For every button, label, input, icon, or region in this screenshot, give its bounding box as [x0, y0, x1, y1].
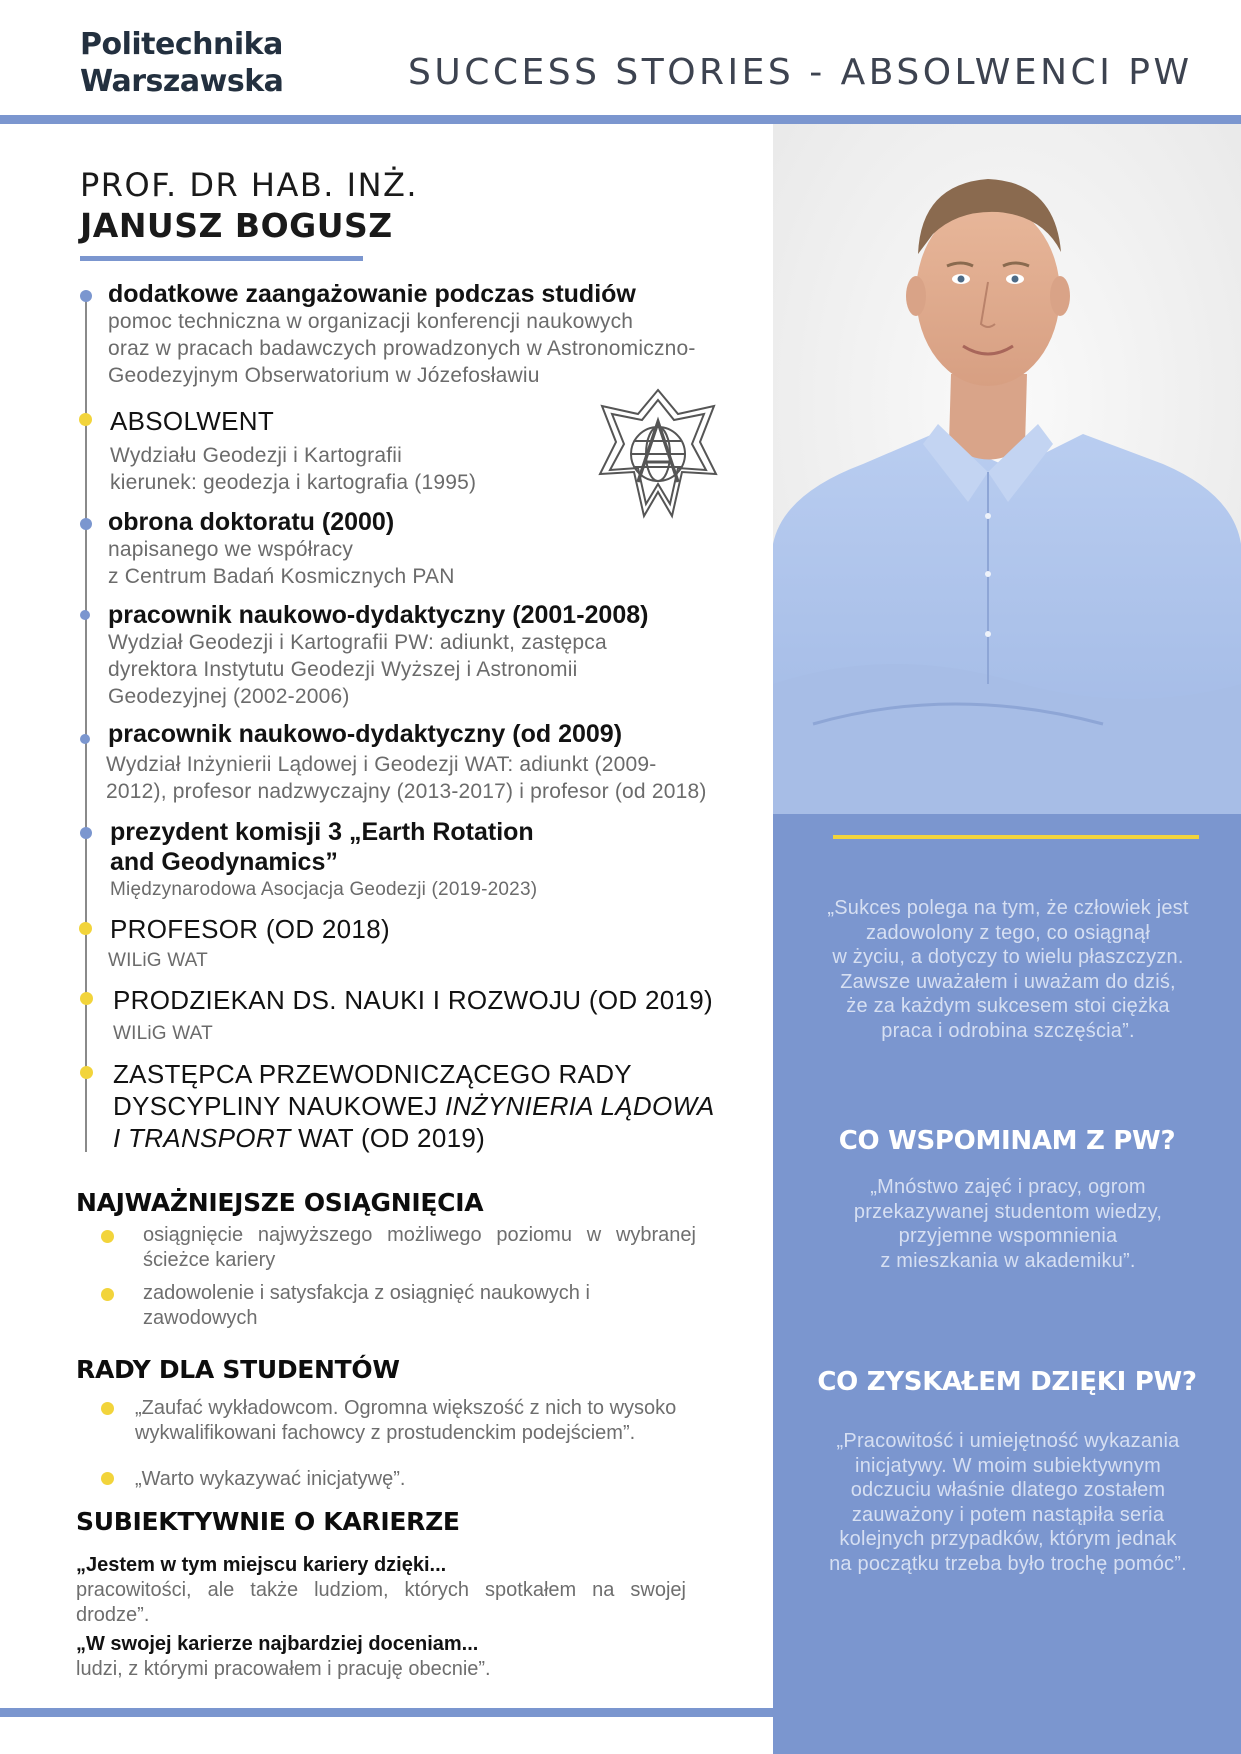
title-part: DYSCYPLINY NAUKOWEJ	[113, 1091, 446, 1121]
person-academic-title: PROF. DR HAB. INŻ.	[80, 166, 419, 204]
quote-line: inicjatywy. W moim subiektywnym	[855, 1454, 1161, 1477]
timeline-dot	[80, 610, 90, 620]
timeline-dot	[80, 518, 92, 530]
timeline-entry-desc	[110, 876, 750, 903]
accent-rule	[833, 835, 1199, 839]
quote-line: Zawsze uważałem i uważam do dziś,	[840, 970, 1176, 993]
bullet-dot	[101, 1230, 114, 1243]
university-logo	[80, 26, 300, 100]
portrait-photo	[773, 124, 1241, 814]
advice-item: „Warto wykazywać inicjatywę”.	[135, 1468, 406, 1490]
desc-line: Wydział Geodezji i Kartografii PW: adiunkt, zastępca	[108, 631, 607, 654]
quote-line: zauważony i potem nastąpiła seria	[851, 1503, 1165, 1526]
page-title: SUCCESS STORIES - ABSOLWENCI PW	[408, 52, 1193, 93]
quote-line: zadowolony z tego, co osiągnął	[866, 921, 1150, 944]
logo-line-2: Warszawska	[80, 64, 284, 99]
quote-line: praca i odrobina szczęścia”.	[881, 1019, 1135, 1042]
timeline-entry	[108, 279, 748, 389]
timeline-line	[85, 300, 87, 1152]
timeline-entry-title: obrona doktoratu (2000)	[108, 508, 395, 536]
portrait-illustration	[773, 124, 1241, 814]
desc-line: Wydziału Geodezji i Kartografii	[110, 444, 402, 467]
achievement-item: zadowolenie i satysfakcja z osiągnięć naukowych i zawodowych	[143, 1282, 590, 1329]
timeline-dot	[79, 922, 92, 935]
timeline-dot	[80, 734, 90, 744]
timeline-entry-title: pracownik naukowo-dydaktyczny (od 2009)	[108, 720, 623, 748]
desc-line: Międzynarodowa Asocjacja Geodezji (2019-2023)	[110, 879, 538, 900]
career-question: „Jestem w tym miejscu kariery dzięki...	[76, 1554, 447, 1576]
desc-line: dyrektora Instytutu Geodezji Wyższej i Astronomii	[108, 658, 578, 681]
timeline-entry-title	[113, 1122, 753, 1154]
timeline-entry-desc	[108, 308, 748, 389]
title-part-italic: INŻYNIERIA LĄDOWA	[445, 1091, 715, 1121]
desc-line: Wydział Inżynierii Lądowej i Geodezji WAT: adiunkt (2009-	[106, 753, 657, 776]
bullet-dot	[101, 1472, 114, 1485]
memories-heading: CO WSPOMINAM Z PW?	[838, 1126, 1176, 1156]
career-answer: pracowitości, ale także ludziom, których spotkałem na swojej drodze”.	[76, 1579, 686, 1626]
desc-line: 2012), profesor nadzwyczajny (2013-2017) i profesor (od 2018)	[106, 780, 707, 803]
bullet-dot	[101, 1402, 114, 1415]
timeline-entry	[113, 1058, 753, 1154]
timeline-entry-title: PRODZIEKAN DS. NAUKI I ROZWOJU (OD 2019)	[113, 985, 713, 1015]
quote-line: przyjemne wspomnienia	[898, 1225, 1118, 1247]
quote-line: kolejnych przypadków, którym jednak	[839, 1528, 1177, 1550]
desc-line: pomoc techniczna w organizacji konferencji naukowych	[108, 310, 634, 333]
quote-line: że za każdym sukcesem stoi ciężka	[846, 995, 1170, 1017]
desc-line: WILiG WAT	[108, 950, 208, 971]
desc-line: kierunek: geodezja i kartografia (1995)	[110, 471, 477, 494]
achievement-item: osiągnięcie najwyższego możliwego poziomu w wybranej ścieżce kariery	[143, 1224, 696, 1271]
timeline-entry-desc	[113, 1020, 753, 1047]
success-quote	[813, 896, 1203, 1043]
logo-line-1: Politechnika	[80, 27, 283, 62]
desc-line: WILiG WAT	[113, 1023, 213, 1044]
quote-line: „Sukces polega na tym, że człowiek jest	[827, 897, 1189, 919]
quote-line: na początku trzeba było trochę pomóc”.	[829, 1552, 1187, 1575]
timeline-entry-title: ZASTĘPCA PRZEWODNICZĄCEGO RADY	[113, 1059, 632, 1089]
timeline-entry	[108, 719, 748, 805]
quote-line: odczuciu właśnie dlatego zostałem	[850, 1479, 1166, 1501]
achievements-heading: NAJWAŻNIEJSZE OSIĄGNIĘCIA	[76, 1188, 484, 1217]
timeline-dot	[80, 992, 93, 1005]
title-part: WAT (OD 2019)	[290, 1123, 486, 1153]
career-answer: ludzi, z którymi pracowałem i pracuję obecnie”.	[76, 1658, 491, 1680]
person-name-block	[80, 165, 418, 247]
quote-line: „Pracowitość i umiejętność wykazania	[836, 1430, 1180, 1452]
footer-rule	[0, 1708, 773, 1717]
timeline-entry	[110, 914, 750, 974]
memories-quote	[813, 1175, 1203, 1273]
timeline-entry-title: PROFESOR (OD 2018)	[110, 914, 390, 944]
desc-line: Geodezyjnym Obserwatorium w Józefosławiu	[108, 364, 540, 387]
timeline-entry-desc	[108, 947, 750, 974]
header-rule	[0, 115, 1241, 124]
person-name: JANUSZ BOGUSZ	[80, 206, 393, 245]
advice-heading: RADY DLA STUDENTÓW	[76, 1355, 400, 1384]
desc-line: napisanego we współracy	[108, 538, 354, 561]
quote-line: przekazywanej studentom wiedzy,	[853, 1200, 1163, 1223]
timeline-entry	[113, 985, 753, 1047]
timeline-dot	[80, 290, 92, 302]
name-underline	[80, 256, 363, 261]
timeline-entry-desc	[106, 751, 748, 805]
desc-line: Geodezyjnej (2002-2006)	[108, 685, 350, 708]
timeline-entry-desc	[108, 629, 748, 710]
gained-quote	[813, 1429, 1203, 1576]
advice-item: „Zaufać wykładowcom. Ogromna większość z nich to wysoko wykwalifikowani fachowcy z prostudenckim podejściem”.	[135, 1397, 677, 1444]
gained-heading: CO ZYSKAŁEM DZIĘKI PW?	[817, 1367, 1197, 1397]
timeline-dot	[80, 1066, 93, 1079]
timeline-entry-title: pracownik naukowo-dydaktyczny (2001-2008)	[108, 601, 649, 629]
timeline-entry	[108, 600, 748, 710]
career-question: „W swojej karierze najbardziej doceniam...	[76, 1633, 479, 1655]
desc-line: z Centrum Badań Kosmicznych PAN	[108, 565, 455, 588]
title-part-italic: I TRANSPORT	[113, 1123, 291, 1153]
timeline-dot	[80, 827, 92, 839]
timeline-entry-title: dodatkowe zaangażowanie podczas studiów	[108, 280, 636, 308]
timeline-entry	[110, 817, 750, 903]
timeline-entry-title: and Geodynamics”	[110, 848, 338, 876]
timeline-entry-title	[113, 1090, 753, 1122]
quote-line: „Mnóstwo zajęć i pracy, ogrom	[870, 1176, 1146, 1198]
timeline-entry-title: ABSOLWENT	[110, 406, 275, 436]
timeline-entry	[108, 507, 748, 590]
timeline-dot	[79, 413, 92, 426]
quote-line: w życiu, a dotyczy to wielu płaszczyzn.	[832, 946, 1184, 968]
timeline-entry-title: prezydent komisji 3 „Earth Rotation	[110, 818, 534, 846]
bullet-dot	[101, 1288, 114, 1301]
quote-line: z mieszkania w akademiku”.	[880, 1249, 1136, 1272]
timeline-entry-desc	[108, 536, 748, 590]
desc-line: oraz w pracach badawczych prowadzonych w Astronomiczno-	[108, 337, 696, 360]
career-heading: SUBIEKTYWNIE O KARIERZE	[76, 1507, 460, 1536]
